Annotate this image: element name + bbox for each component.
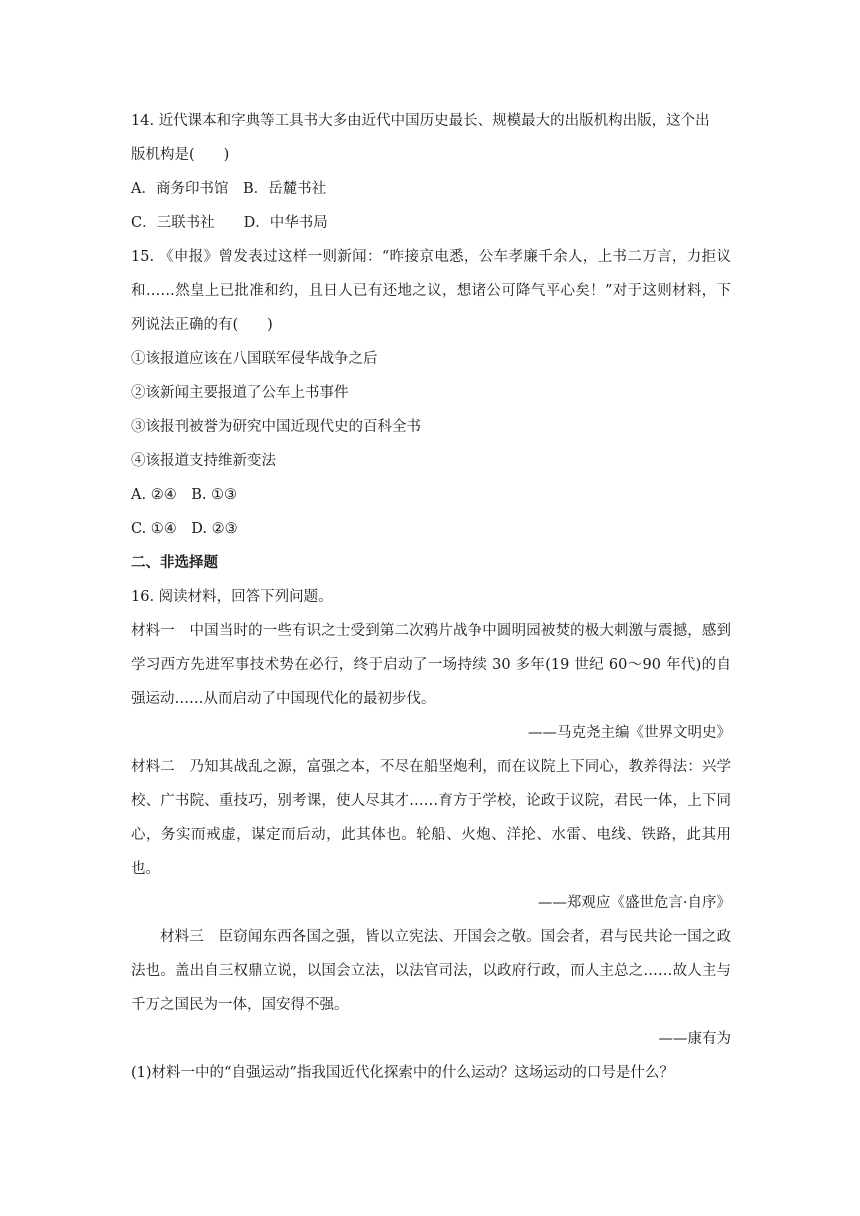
material-3: 材料三 臣窃闻东西各国之强，皆以立宪法、开国会之敬。国会者，君与民共论一国之政法也。盖出自三权鼎立说，以国会立法，以法官司法，以政府行政，而人主总之……故人主与千万之国民为一体，国安得不强。	[131, 929, 731, 1013]
question-15-statement-1: ①该报道应该在八国联军侵华战争之后	[131, 351, 378, 367]
question-16-subquestion-1: (1)材料一中的“自强运动”指我国近代化探索中的什么运动？这场运动的口号是什么？	[131, 1065, 674, 1081]
question-15	[131, 240, 731, 546]
question-15-statement-4: ④该报道支持维新变法	[131, 453, 276, 469]
question-15-statement-2: ②该新闻主要报道了公车上书事件	[131, 385, 349, 401]
material-3-source: ——康有为	[658, 1031, 731, 1047]
material-1-source: ——马克尧主编《世界文明史》	[528, 725, 731, 741]
question-15-statement-3: ③该报刊被誉为研究中国近现代史的百科全书	[131, 419, 421, 435]
question-15-stem: 15. 《申报》曾发表过这样一则新闻：“昨接京电悉，公车孝廉千余人，上书二万言，力拒议和……然皇上已批准和约，且日人已有还地之议，想诸公可降气平心矣！”对于这则材料，下列说法正确的有( )	[131, 249, 731, 333]
material-2-source: ——郑观应《盛世危言·自序》	[537, 895, 731, 911]
question-14-options-row1: A．商务印书馆 B．岳麓书社	[131, 181, 327, 197]
question-14-stem-line2: 版机构是( )	[131, 147, 230, 163]
question-14-options-row2: C．三联书社 D．中华书局	[131, 215, 328, 231]
question-14	[131, 104, 731, 240]
question-16	[131, 580, 731, 1090]
question-16-stem: 16. 阅读材料，回答下列问题。	[131, 589, 333, 605]
material-2: 材料二 乃知其战乱之源，富强之本，不尽在船坚炮利，而在议院上下同心，教养得法：兴学校、广书院、重技巧，别考课，使人尽其才……育方于学校，论政于议院，君民一体，上下同心，务实而戒虚，谋定而后动，此其体也。轮船、火炮、洋抡、水雷、电线、铁路，此其用也。	[131, 759, 731, 877]
exam-page	[131, 104, 731, 1090]
material-1: 材料一 中国当时的一些有识之士受到第二次鸦片战争中圆明园被焚的极大刺激与震撼，感到学习西方先进军事技术势在必行，终于启动了一场持续 30 多年(19 世纪 60～90 年代)的自强运动……从而启动了中国现代化的最初步伐。	[131, 623, 731, 707]
question-14-stem-line1: 14. 近代课本和字典等工具书大多由近代中国历史最长、规模最大的出版机构出版，这个出	[131, 113, 710, 129]
question-15-options-row2: C. ①④ D. ②③	[131, 521, 238, 537]
section-heading: 二、非选择题	[131, 555, 218, 571]
question-15-options-row1: A. ②④ B. ①③	[131, 487, 238, 503]
